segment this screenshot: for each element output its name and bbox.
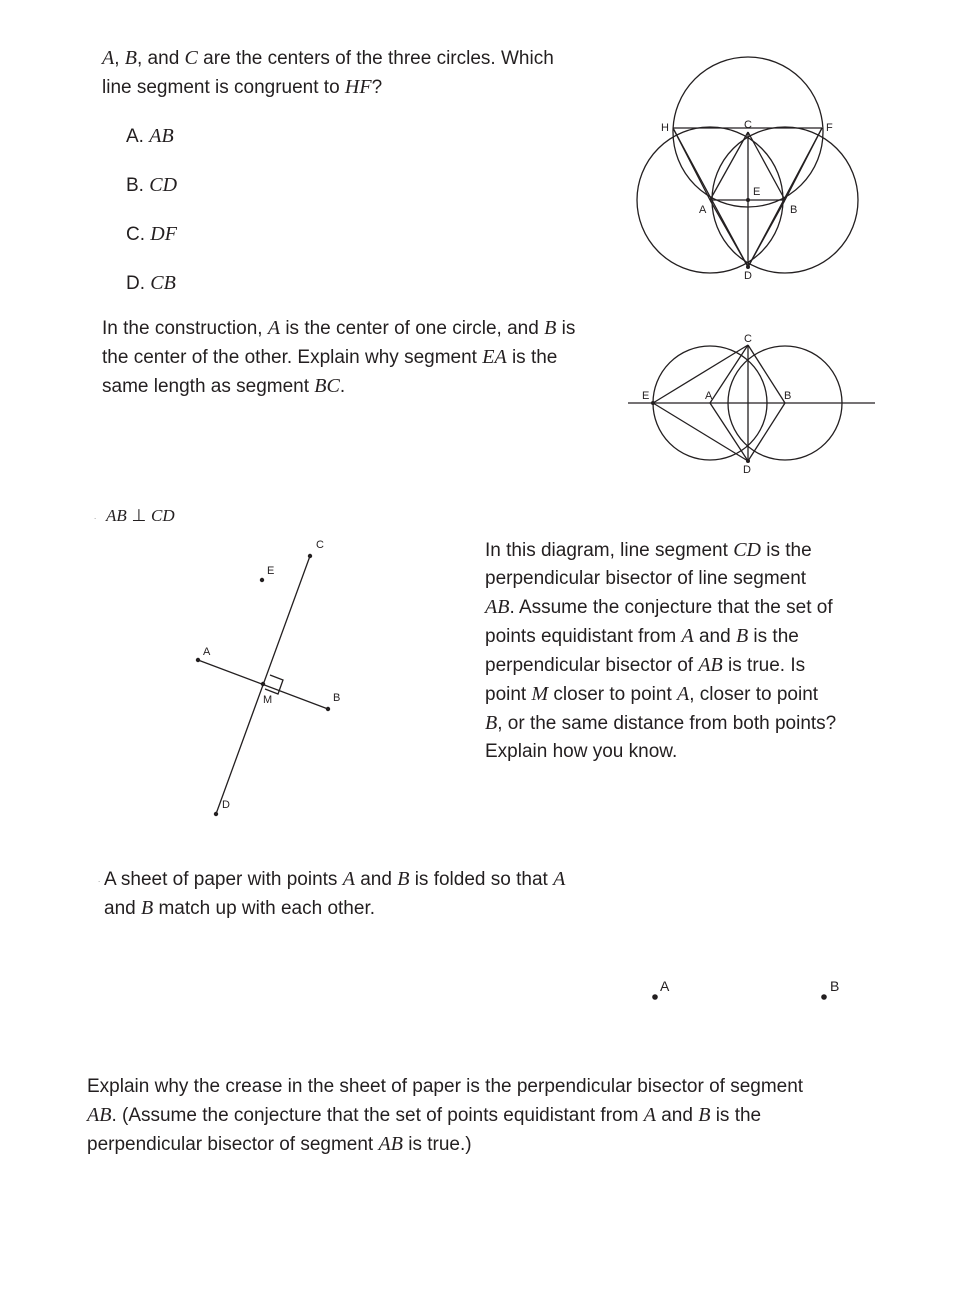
segment-ed bbox=[653, 403, 748, 461]
label-b4: B bbox=[830, 978, 840, 994]
point-d2 bbox=[746, 459, 750, 463]
label-e: E bbox=[753, 186, 761, 198]
problem4-explain-line2: AB. (Assume the conjecture that the set of points equidistant from A and B is the bbox=[87, 1104, 762, 1126]
problem2-line2: the center of the other. Explain why segment EA is the bbox=[102, 346, 558, 368]
problem3-line8: Explain how you know. bbox=[485, 741, 678, 762]
list-marker: . bbox=[98, 875, 101, 884]
point-c3 bbox=[308, 554, 312, 558]
problem3-line7: B, or the same distance from both points? bbox=[485, 712, 837, 734]
label-c: C bbox=[744, 119, 752, 131]
label-e3: E bbox=[267, 565, 275, 577]
label-e2: E bbox=[642, 390, 650, 402]
label-a2: A bbox=[705, 390, 713, 402]
problem1-stem-line1: A, B, and C are the centers of the three circles. Which bbox=[102, 47, 554, 69]
label-d2: D bbox=[743, 464, 751, 476]
label-c3: C bbox=[316, 539, 324, 551]
segment-ca bbox=[710, 132, 748, 200]
problem1-stem-line2: line segment is congruent to HF? bbox=[102, 76, 383, 98]
label-a3: A bbox=[203, 646, 211, 658]
segment-bd bbox=[748, 200, 785, 267]
list-marker: . bbox=[94, 512, 97, 521]
option-c[interactable]: C. DF bbox=[126, 223, 177, 245]
label-d: D bbox=[744, 270, 752, 282]
problem3-line3: AB. Assume the conjecture that the set of bbox=[485, 596, 833, 618]
option-d[interactable]: D. CB bbox=[126, 272, 176, 294]
point-d1 bbox=[746, 265, 750, 269]
point-e3 bbox=[260, 578, 264, 582]
label-a: A bbox=[699, 204, 707, 216]
problem3-line6: point M closer to point A, closer to point bbox=[485, 683, 819, 705]
point-a3 bbox=[196, 658, 200, 662]
problem4-explain-line1: Explain why the crease in the sheet of paper is the perpendicular bisector of segment bbox=[87, 1076, 804, 1097]
label-d3: D bbox=[222, 799, 230, 811]
segment-ad bbox=[710, 200, 748, 267]
label-h: H bbox=[661, 122, 669, 134]
problem3-line2: perpendicular bisector of line segment bbox=[485, 568, 807, 589]
given-statement: AB ⊥ CD bbox=[106, 506, 175, 525]
label-b2: B bbox=[784, 390, 792, 402]
option-a[interactable]: A. AB bbox=[126, 125, 174, 147]
points bbox=[196, 198, 827, 1000]
problem3-line1: In this diagram, line segment CD is the bbox=[485, 539, 812, 561]
point-a4 bbox=[652, 994, 658, 1000]
problem2-line1: In the construction, A is the center of one circle, and B is bbox=[102, 317, 576, 339]
label-c2: C bbox=[744, 333, 752, 345]
option-b[interactable]: B. CD bbox=[126, 174, 178, 196]
point-e1 bbox=[746, 198, 750, 202]
point-b4 bbox=[821, 994, 827, 1000]
segment-ec bbox=[653, 345, 748, 403]
label-b: B bbox=[790, 204, 798, 216]
label-f: F bbox=[826, 122, 833, 134]
point-b3 bbox=[326, 707, 330, 711]
problem2-line3: same length as segment BC. bbox=[102, 375, 346, 397]
label-b3: B bbox=[333, 692, 341, 704]
problem4-explain-line3: perpendicular bisector of segment AB is true.) bbox=[87, 1133, 472, 1155]
point-m3 bbox=[261, 682, 265, 686]
problem4-line2: and B match up with each other. bbox=[104, 897, 375, 919]
figure-two-circles bbox=[628, 345, 875, 461]
figure-three-circles bbox=[637, 57, 858, 273]
point-d3 bbox=[214, 812, 218, 816]
problem4-line1: A sheet of paper with points A and B is folded so that A bbox=[104, 868, 566, 890]
label-a4: A bbox=[660, 978, 670, 994]
point-e2 bbox=[651, 401, 655, 405]
problem3-line4: points equidistant from A and B is the bbox=[485, 625, 799, 647]
label-m3: M bbox=[263, 694, 273, 706]
problem3-line5: perpendicular bisector of AB is true. Is bbox=[485, 654, 806, 676]
